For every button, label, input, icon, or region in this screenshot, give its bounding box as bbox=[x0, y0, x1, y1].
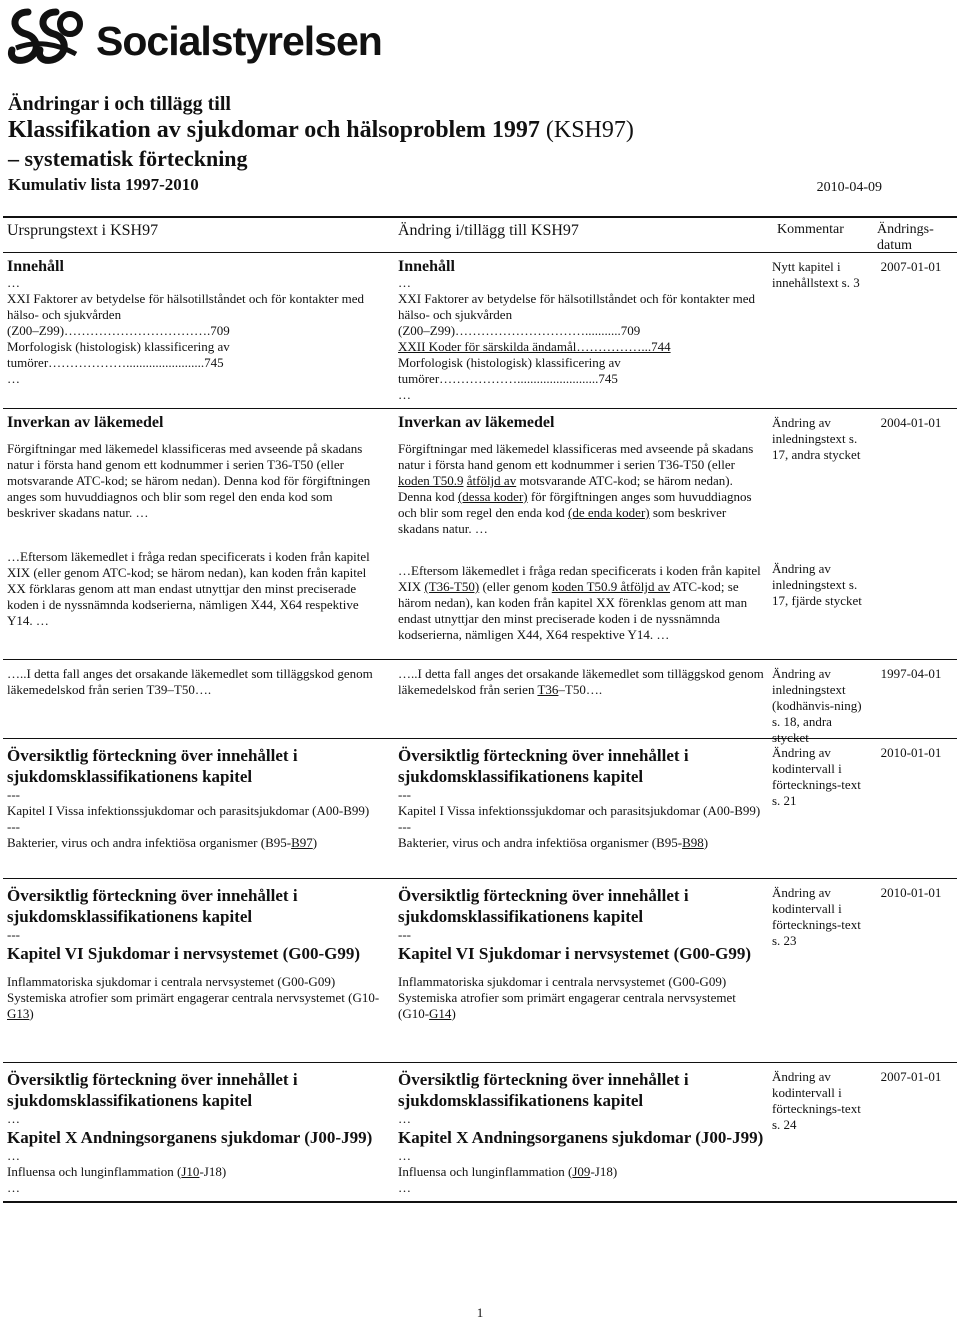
original-text: Innehåll … XXI Faktorer av betydelse för hälsotillståndet och för kontakter med hälso- och sjukvården (Z00–Z99)…………………………….709 Morfologisk (histologisk) klassificering av tumörer………………........................745 … bbox=[7, 258, 365, 386]
original-text: Översiktlig förteckning över innehållet i sjukdomsklassifikationens kapitel … Kapitel X Andningsorganens sjukdomar (J00-J99) … Influensa och lunginflammation (J10-J18) … bbox=[7, 1070, 373, 1195]
table-header bbox=[3, 218, 957, 253]
comment: Ändring av inledningstext s. 17, andra stycket Ändring av inledningstext s. 17, fjärde stycket bbox=[772, 415, 862, 608]
comment: Ändring av kodintervall i förtecknings-text s. 21 bbox=[772, 745, 861, 808]
table-row bbox=[3, 409, 957, 660]
title-line-2: Klassifikation av sjukdomar och hälsoproblem 1997 (KSH97) bbox=[8, 117, 634, 143]
logo bbox=[6, 4, 382, 68]
change-date: 2010-01-01 bbox=[880, 885, 942, 900]
title-line-4: Kumulativ lista 1997-2010 bbox=[8, 175, 199, 194]
document-title bbox=[8, 92, 948, 197]
table-row bbox=[3, 660, 957, 745]
original-text: Översiktlig förteckning över innehållet i sjukdomsklassifikationens kapitel --- Kapitel VI Sjukdomar i nervsystemet (G00-G99) Inflammatoriska sjukdomar i centrala nervsystemet (G00-G09) Systemiska atrofier som primärt engagerar centrala nervsystemet (G10-G13) bbox=[7, 886, 380, 1021]
table-row bbox=[3, 879, 957, 1063]
original-text: Inverkan av läkemedel Förgiftningar med läkemedel klassificeras med avseende på skadans natur i första hand genom ett kodnummer i serien T36-T50 (eller motsvarande ATC-kod; se härom nedan). Denna kod för förgiftningen anges som huvuddiagnos och blir som regel den enda kod som beskriver skadans natur. … …Eftersom läkemedlet i fråga redan specificerats i koden från kapitel XIX (eller genom ATC-kod; se härom nedan), kan koden från kapitel XX förklaras genom att man endast utnyttjar den minst preciserade koden i de nyssnämnda kodserierna, nämligen X44, X64 respektive Y14. … bbox=[7, 414, 371, 628]
change-date: 2007-01-01 bbox=[880, 259, 942, 274]
title-line-3: – systematisk förteckning bbox=[8, 146, 248, 171]
header-comment: Kommentar bbox=[777, 222, 844, 237]
comment: Nytt kapitel i innehållstext s. 3 bbox=[772, 259, 860, 290]
changed-text: Översiktlig förteckning över innehållet i sjukdomsklassifikationens kapitel … Kapitel X Andningsorganens sjukdomar (J00-J99) … Influensa och lunginflammation (J09-J18) … bbox=[398, 1070, 764, 1195]
changed-text: Översiktlig förteckning över innehållet i sjukdomsklassifikationens kapitel --- Kapitel VI Sjukdomar i nervsystemet (G00-G99) Inflammatoriska sjukdomar i centrala nervsystemet (G00-G09) Systemiska atrofier som primärt engagerar centrala nervsystemet (G10-G14) bbox=[398, 886, 752, 1021]
original-text: …..I detta fall anges det orsakande läkemedlet som tilläggskod genom läkemedelskod från serien T39–T50…. bbox=[7, 666, 373, 697]
comment: Ändring av kodintervall i förtecknings-text s. 23 bbox=[772, 885, 861, 948]
table-row bbox=[3, 253, 957, 409]
changed-text: Innehåll … XXI Faktorer av betydelse för hälsotillståndet och för kontakter med hälso- och sjukvården (Z00–Z99)…………………………...........709 XXII Koder för särskilda ändamål……………...744 Morfologisk (histologisk) klassificering av tumörer……………….........................745 … bbox=[398, 258, 756, 402]
header-date: Ändrings-datum bbox=[877, 222, 934, 253]
header-original: Ursprungstext i KSH97 bbox=[7, 222, 159, 239]
table-row bbox=[3, 1063, 957, 1201]
page-number: 1 bbox=[476, 1305, 484, 1320]
original-text: Översiktlig förteckning över innehållet i sjukdomsklassifikationens kapitel --- Kapitel I Vissa infektionssjukdomar och parasitsjukdomar (A00-B99) --- Bakterier, virus och andra infektiösa organismer (B95-B97) bbox=[7, 746, 370, 850]
change-table bbox=[3, 216, 957, 1203]
changed-text: Översiktlig förteckning över innehållet i sjukdomsklassifikationens kapitel --- Kapitel I Vissa infektionssjukdomar och parasitsjukdomar (A00-B99) --- Bakterier, virus och andra infektiösa organismer (B95-B98) bbox=[398, 746, 761, 850]
document-date: 2010-04-09 bbox=[816, 180, 882, 195]
socialstyrelsen-logo-icon bbox=[6, 4, 92, 68]
comment: Ändring av kodintervall i förtecknings-text s. 24 bbox=[772, 1069, 861, 1132]
table-row bbox=[3, 739, 957, 879]
change-date: 2010-01-01 bbox=[880, 745, 942, 760]
changed-text: Inverkan av läkemedel Förgiftningar med läkemedel klassificeras med avseende på skadans natur i första hand genom ett kodnummer i serien T36-T50 (eller koden T50.9 åtföljd av motsvarande ATC-kod; se härom nedan). Denna kod (dessa koder) för förgiftningen anges som huvuddiagnos och blir som regel den enda kod (de enda koder) som beskriver skadans natur. … …Eftersom läkemedlet i fråga redan specificerats i koden från kapitel XIX (T36-T50) (eller genom koden T50.9 åtföljd av ATC-kod; se härom nedan), kan koden från kapitel XX förenklas genom att man endast utnyttjar den minst preciserade koden i de nyssnämnda kodserierna, nämligen X44, X64 respektive Y14. … bbox=[398, 414, 761, 642]
change-date: 2004-01-01 bbox=[880, 415, 942, 430]
change-date: 2007-01-01 bbox=[880, 1069, 942, 1084]
changed-text: …..I detta fall anges det orsakande läkemedlet som tilläggskod genom läkemedelskod från serien T36–T50…. bbox=[398, 666, 764, 697]
logo-text: Socialstyrelsen bbox=[96, 18, 382, 64]
comment: Ändring av inledningstext (kodhänvis-ning) s. 18, andra stycket bbox=[772, 666, 862, 745]
title-line-1: Ändringar i och tillägg till bbox=[8, 93, 231, 115]
change-date: 1997-04-01 bbox=[880, 666, 942, 681]
header-change: Ändring i/tillägg till KSH97 bbox=[398, 222, 579, 239]
